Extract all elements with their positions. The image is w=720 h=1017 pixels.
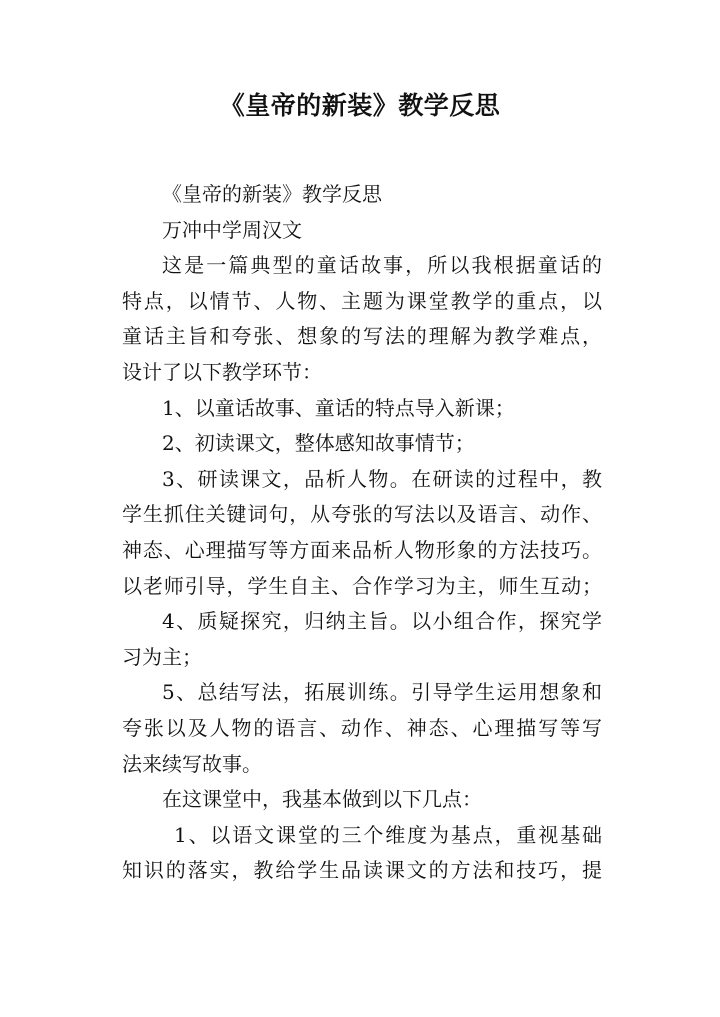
body-line: 法来续写故事。 xyxy=(122,751,262,776)
document-title: 《皇帝的新装》教学反思 xyxy=(219,91,501,120)
body-line-list-item: 2、初读课文，整体感知故事情节； xyxy=(162,431,475,456)
body-line: 这是一篇典型的童话故事，所以我根据童话的 xyxy=(162,253,602,278)
body-line-author: 万冲中学周汉文 xyxy=(162,217,302,242)
body-line-list-item: 3、研读课文，品析人物。在研读的过程中，教 xyxy=(162,466,602,491)
body-line-list-item: 4、质疑探究，归纳主旨。以小组合作，探究学 xyxy=(162,609,602,634)
body-line-list-item: 5、总结写法，拓展训练。引导学生运用想象和 xyxy=(162,680,602,705)
body-line-list-item: 1、以语文课堂的三个维度为基点，重视基础 xyxy=(174,822,602,847)
body-line: 设计了以下教学环节： xyxy=(122,359,322,384)
body-line: 特点，以情节、人物、主题为课堂教学的重点，以 xyxy=(122,288,602,313)
body-line-list-item: 1、以童话故事、童话的特点导入新课； xyxy=(162,395,515,420)
body-line: 学生抓住关键词句，从夸张的写法以及语言、动作、 xyxy=(122,502,602,527)
body-line: 童话主旨和夸张、想象的写法的理解为教学难点， xyxy=(122,324,602,349)
body-line: 以老师引导，学生自主、合作学习为主，师生互动； xyxy=(122,573,602,598)
body-line: 夸张以及人物的语言、动作、神态、心理描写等写 xyxy=(122,715,602,740)
body-line: 神态、心理描写等方面来品析人物形象的方法技巧。 xyxy=(122,537,602,562)
body-line-subtitle: 《皇帝的新装》教学反思 xyxy=(162,182,382,206)
body-line: 知识的落实，教给学生品读课文的方法和技巧，提 xyxy=(122,858,602,883)
document-body xyxy=(122,177,602,889)
body-line: 在这课堂中，我基本做到以下几点： xyxy=(162,787,482,812)
body-line: 习为主； xyxy=(122,644,202,669)
